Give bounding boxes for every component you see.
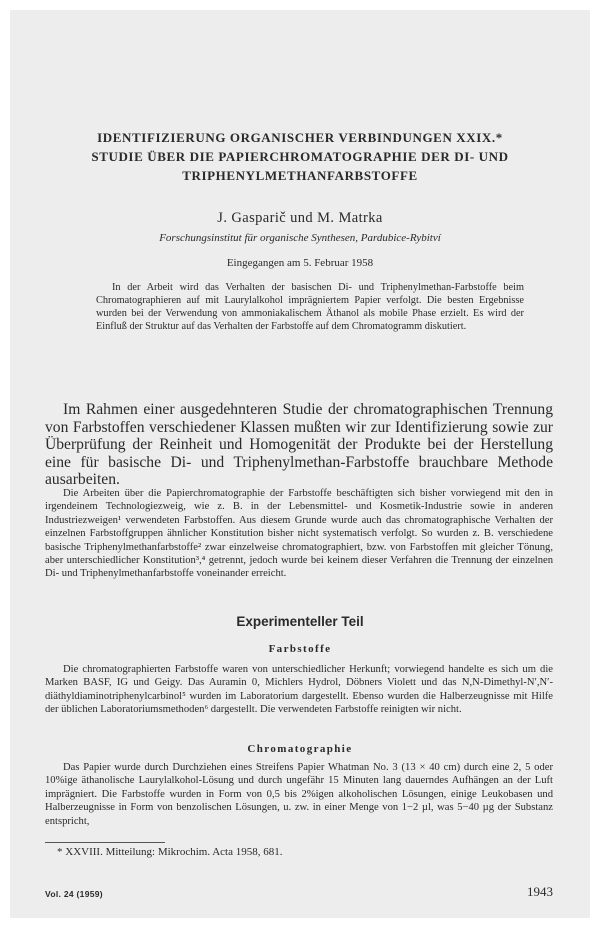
section-heading: Experimenteller Teil xyxy=(236,614,364,629)
journal-page xyxy=(10,10,590,918)
body-paragraph-3: Das Papier wurde durch Durchziehen eines Streifens Papier Whatman No. 3 (13 × 40 cm) durch eine 2, 5 oder 10%ige äthanolische Laurylalkohol-Lösung und durch ungefähr 15 Minuten lang dauerndes Aufhängen an der Luft imprägniert. Die Farbstoffe wurden in Form von 0,5 bis 2%igen alkoholischen Lösungen, einige Leukobasen und Halberzeugnisse in Form von benzolischen Lösungen, u. zw. in einer Menge von 1−2 µl, was 5−40 µg der Substanz entspricht, xyxy=(45,762,553,827)
authors: J. Gasparič und M. Matrka xyxy=(217,210,383,226)
abstract: In der Arbeit wird das Verhalten der basischen Di- und Triphenylmethan-Farbstoffe beim Chromatographieren auf mit Laurylalkohol imprägniertem Papier verfolgt. Die besten Ergebnisse wurden bei der Verwendung von ammoniakalischem Äthanol als mobile Phase erzielt. Es wird der Einfluß der Struktur auf das Verhalten der Farbstoffe auf dem Chromatogramm diskutiert. xyxy=(96,282,524,332)
institute: Forschungsinstitut für organische Synthesen, Pardubice-Rybitví xyxy=(159,232,441,244)
body-paragraph-2: Die chromatographierten Farbstoffe waren von unterschiedlicher Herkunft; vorwiegend handelte es sich um die Marken BASF, IG und Geigy. Das Auramin 0, Michlers Hydrol, Döbners Violett und das N,N-Dimethyl-N′,N′-diäthyldiaminotriphenylcarbinol⁵ wurden im Laboratorium dargestellt. Ebenso wurden die Halberzeugnisse mit Hilfe der üblichen Laboratoriumsmethoden⁶ dargestellt. Die verwendeten Farbstoffe reinigten wir nicht. xyxy=(45,664,553,716)
footnote: * XXVIII. Mitteilung: Mikrochim. Acta 1958, 681. xyxy=(57,846,283,858)
subheading-chromatographie: Chromatographie xyxy=(247,743,353,755)
title-line-1: IDENTIFIZIERUNG ORGANISCHER VERBINDUNGEN XXIX.* xyxy=(97,130,503,145)
body-paragraph-1: Die Arbeiten über die Papierchromatographie der Farbstoffe beschäftigten sich bisher vorwiegend mit den in irgendeinem Technologiezweig, wie z. B. in der Lebensmittel- und Kosmetik-Industrie sowie in anderen Industriezweigen¹ verwendeten Farbstoffen. Aus diesem Grunde wurde auch das chromatographische Verhalten der einzelnen Farbstoffgruppen ähnlicher Konstitution bisher nicht systematisch verfolgt. So wurden z. B. verschiedene basische Triphenylmethanfarbstoffe² zwar einzelweise chromatographiert, bzw. von Farbstoffen mit gleicher Tönung, aber unterschiedlicher Konstitution³,⁴ getrennt, jedoch wurde bei keinem dieser Verfahren die Trennung der einzelnen Di- und Triphenylmethanfarbstoffe voneinander erreicht. xyxy=(45,488,553,580)
volume-label: Vol. 24 (1959) xyxy=(45,889,103,899)
article-title xyxy=(40,128,560,185)
page-number: 1943 xyxy=(527,884,553,899)
received-date: Eingegangen am 5. Februar 1958 xyxy=(226,257,374,269)
title-line-3: TRIPHENYLMETHANFARBSTOFFE xyxy=(182,168,418,183)
subheading-farbstoffe: Farbstoffe xyxy=(268,643,332,655)
intro-paragraph: Im Rahmen einer ausgedehnteren Studie der chromatographischen Trennung von Farbstoffen verschiedener Klassen mußten wir zur Identifizierung sowie zur Überprüfung der Reinheit und Homogenität der Produkte bei der Herstellung eine für basische Di- und Triphenylmethan-Farbstoffe brauchbare Methode ausarbeiten. xyxy=(45,401,553,488)
footnote-rule xyxy=(45,842,165,843)
title-line-2: STUDIE ÜBER DIE PAPIERCHROMATOGRAPHIE DER DI- UND xyxy=(91,149,509,164)
